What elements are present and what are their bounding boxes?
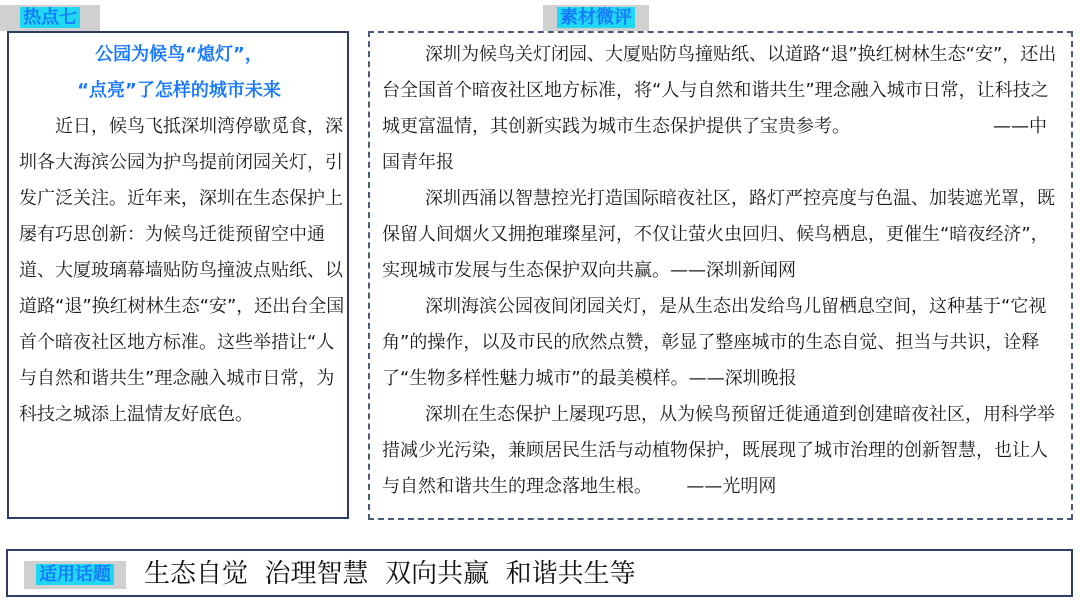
topic-item: 和谐共生等 bbox=[505, 559, 636, 589]
comment-source-4: ——光明网 bbox=[686, 476, 777, 497]
comment-paragraph-2 bbox=[382, 181, 1063, 289]
news-title-line-1: 公园为候鸟“熄灯”， bbox=[95, 44, 263, 65]
topic-label-text: 适用话题 bbox=[36, 564, 114, 585]
news-panel bbox=[7, 31, 349, 519]
topic-item: 双向共赢 bbox=[385, 559, 490, 589]
hot-topic-tag-label: 热点七 bbox=[20, 7, 80, 28]
news-body: 近日，候鸟飞抵深圳湾停歇觅食，深圳各大海滨公园为护鸟提前闭园关灯，引发广泛关注。近年来，深圳在生态保护上屡有巧思创新：为候鸟迁徙预留空中通道、大厦玻璃幕墙贴防鸟撞波点贴纸、以道路“退”换红树林生态“安”，还出台全国首个暗夜社区地方标准。这些举措让“人与自然和谐共生”理念融入城市日常，为科技之城添上温情友好底色。 bbox=[19, 116, 345, 425]
comment-panel bbox=[368, 31, 1073, 520]
comment-source-1: ——中国青年报 bbox=[382, 116, 1048, 173]
comment-source-2: ——深圳新闻网 bbox=[670, 260, 796, 281]
topic-item: 治理智慧 bbox=[264, 559, 369, 589]
news-title-line-2: “点亮”了怎样的城市未来 bbox=[77, 80, 281, 101]
comment-source-3: ——深圳晚报 bbox=[688, 368, 797, 389]
topic-item: 生态自觉 bbox=[144, 559, 249, 589]
comment-text-2: 深圳西涌以智慧控光打造国际暗夜社区，路灯严控亮度与色温、加装遮光罩，既保留人间烟火又拥抱璀璨星河，不仅让萤火虫回归、候鸟栖息，更催生“暗夜经济”，实现城市发展与生态保护双向共赢。 bbox=[382, 188, 1055, 281]
topic-list bbox=[144, 557, 636, 591]
material-comment-tag bbox=[543, 5, 649, 31]
comment-paragraph-3 bbox=[382, 289, 1063, 397]
comment-paragraph-4 bbox=[382, 397, 1063, 505]
comment-text-4: 深圳在生态保护上屡现巧思，从为候鸟预留迁徙通道到创建暗夜社区，用科学举措减少光污染，兼顾居民生活与动植物保护，既展现了城市治理的创新智慧，也让人与自然和谐共生的理念落地生根。 bbox=[382, 404, 1055, 497]
hot-topic-tag bbox=[0, 5, 100, 31]
topic-bar bbox=[6, 549, 1073, 597]
comment-text-1: 深圳为候鸟关灯闭园、大厦贴防鸟撞贴纸、以道路“退”换红树林生态“安”，还出台全国首个暗夜社区地方标准，将“人与自然和谐共生”理念融入城市日常，让科技之城更富温情，其创新实践为城市生态保护提供了宝贵参考。 bbox=[382, 44, 1057, 137]
comment-text-3: 深圳海滨公园夜间闭园关灯，是从生态出发给鸟儿留栖息空间，这种基于“它视角”的操作，以及市民的欣然点赞，彰显了整座城市的生态自觉、担当与共识，诠释了“生物多样性魅力城市”的最美模样。 bbox=[382, 296, 1047, 389]
material-comment-tag-label: 素材微评 bbox=[557, 7, 635, 28]
comment-paragraph-1 bbox=[382, 37, 1063, 181]
topic-label bbox=[24, 561, 126, 589]
